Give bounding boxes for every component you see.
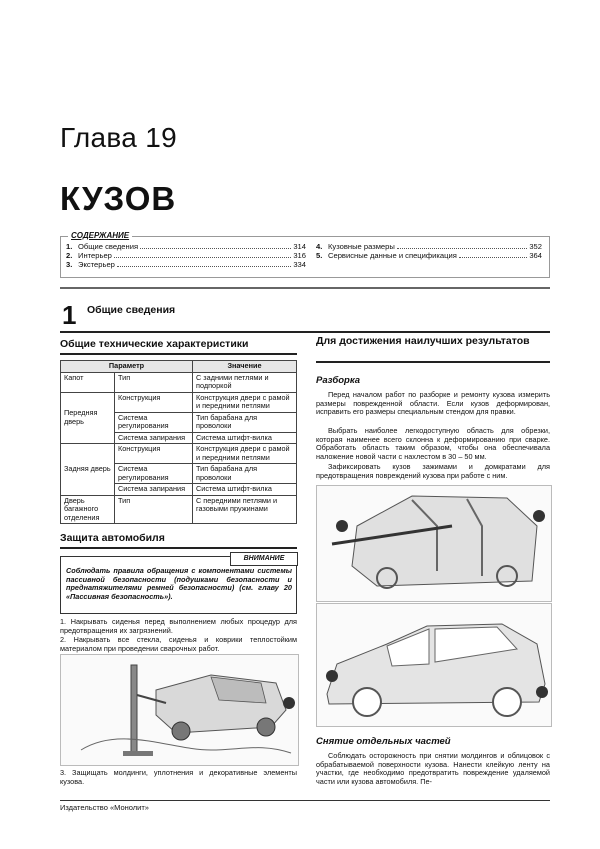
toc-item[interactable] (316, 242, 542, 251)
callout-marker-icon (326, 670, 338, 682)
specs-table (60, 360, 297, 524)
table-row (61, 372, 297, 392)
paragraph: Соблюдать осторожность при снятии молдингов и облицовок с обрабатываемой поверхности кузова. Нанести клейкую ленту на участки, где необходимо предотвратить повреждение удаляемой части или кузова автомобиля. Пе- (316, 751, 550, 786)
paragraph: Зафиксировать кузов зажимами и домкратами для предотвращения повреждений кузова при работе с ним. (316, 462, 550, 480)
warning-tag: ВНИМАНИЕ (230, 552, 298, 566)
param-value: С передними петлями и газовыми пружинами (193, 495, 297, 524)
param-value: Конструкция двери с рамой и передними петлями (193, 392, 297, 412)
body-side-figure (316, 603, 552, 727)
footer-publisher: Издательство «Монолит» (60, 803, 149, 812)
param-group: Задняя дверь (61, 444, 115, 496)
wheel-arch-shape (493, 688, 521, 716)
column-header: Значение (193, 361, 297, 373)
page-title: КУЗОВ (60, 180, 177, 217)
toc-num: 3. (66, 260, 73, 269)
stand-post (131, 665, 137, 755)
toc-title: Интерьер (78, 251, 112, 260)
divider (60, 287, 550, 289)
toc-title: Сервисные данные и спецификация (328, 251, 457, 260)
table-row (61, 392, 297, 412)
param-name: Система регулирования (115, 412, 193, 432)
toc-item[interactable] (66, 251, 306, 260)
toc-right-column (316, 242, 542, 260)
heading-rule (60, 353, 297, 355)
footer-rule (60, 800, 550, 801)
wheel-arch-shape (353, 688, 381, 716)
param-name: Конструкция (115, 392, 193, 412)
param-group: Капот (61, 372, 115, 392)
section-title: Общие сведения (87, 304, 176, 316)
param-group: Передняя дверь (61, 392, 115, 444)
chapter-label: Глава 19 (60, 122, 177, 153)
toc-label: СОДЕРЖАНИЕ (68, 231, 132, 240)
wheel-shape (172, 722, 190, 740)
paragraph: Перед началом работ по разборке и ремонту кузова измерить размеры поврежденной области. Если кузов деформирован, исправить его размеры специальным стендом для правки. (316, 390, 550, 417)
toc-num: 2. (66, 251, 73, 260)
toc-item[interactable] (66, 260, 306, 269)
callout-marker-icon (533, 510, 545, 522)
heading-rule (316, 361, 550, 363)
param-value: Система штифт-вилка (193, 432, 297, 444)
toc-item[interactable] (316, 251, 542, 260)
toc-num: 5. (316, 251, 323, 260)
column-header: Параметр (61, 361, 193, 373)
toc-num: 1. (66, 242, 73, 251)
callout-marker-icon (536, 686, 548, 698)
toc-num: 4. (316, 242, 323, 251)
callout-marker-icon (283, 697, 295, 709)
step-1: 1. Накрывать сиденья перед выполнением любых процедур для предотвращения их загрязнений. (60, 617, 297, 635)
toc-page: 364 (529, 251, 542, 260)
section-rule (60, 331, 550, 333)
stand-base (123, 751, 153, 756)
toc-title: Кузовные размеры (328, 242, 395, 251)
best-results-heading: Для достижения наилучших результатов (316, 335, 530, 347)
param-value: С задними петлями и подпоркой (193, 372, 297, 392)
param-name: Конструкция (115, 444, 193, 464)
toc-left-column (66, 242, 306, 269)
toc-page: 316 (293, 251, 306, 260)
param-value: Система штифт-вилка (193, 484, 297, 496)
param-group: Дверь багажного отделения (61, 495, 115, 524)
wheel-shape (257, 718, 275, 736)
toc-title: Экстерьер (78, 260, 115, 269)
warning-text: Соблюдать правила обращения с компонентами системы пассивной безопасности (подушками безопасности и преднатяжителями ремней безопасности) (см. главу 20 «Пассивная безопасность»). (66, 566, 292, 601)
toc-item[interactable] (66, 242, 306, 251)
body-clamp-figure (316, 485, 552, 602)
paragraph: Выбрать наиболее легкодоступную область для обрезки, которая наименее всего склонна к деформированию при сварке. Обработать область таким образом, чтобы она обеспечивала наложение новой части с нахлестом в 30 – 50 мм. (316, 426, 550, 461)
param-value: Конструкция двери с рамой и передними петлями (193, 444, 297, 464)
table-header-row (61, 361, 297, 373)
param-name: Тип (115, 372, 193, 392)
removal-title: Снятие отдельных частей (316, 736, 451, 747)
step-2: 2. Накрывать все стекла, сиденья и коврики теплостойким материалом при проведении сварочных работ. (60, 635, 297, 653)
table-row (61, 444, 297, 464)
param-name: Система запирания (115, 484, 193, 496)
disassembly-title: Разборка (316, 375, 361, 386)
table-row (61, 495, 297, 524)
param-name: Система запирания (115, 432, 193, 444)
section-number: 1 (62, 300, 77, 330)
specs-heading: Общие технические характеристики (60, 338, 249, 350)
toc-page: 334 (293, 260, 306, 269)
toc-title: Общие сведения (78, 242, 139, 251)
car-stand-figure (60, 654, 299, 766)
param-name: Тип (115, 495, 193, 524)
protection-heading: Защита автомобиля (60, 532, 165, 544)
callout-marker-icon (336, 520, 348, 532)
step-3: 3. Защищать молдинги, уплотнения и декоративные элементы кузова. (60, 768, 297, 786)
heading-rule (60, 547, 297, 549)
param-name: Система регулирования (115, 464, 193, 484)
toc-page: 314 (293, 242, 306, 251)
param-value: Тип барабана для проволоки (193, 412, 297, 432)
param-value: Тип барабана для проволоки (193, 464, 297, 484)
toc-page: 352 (529, 242, 542, 251)
